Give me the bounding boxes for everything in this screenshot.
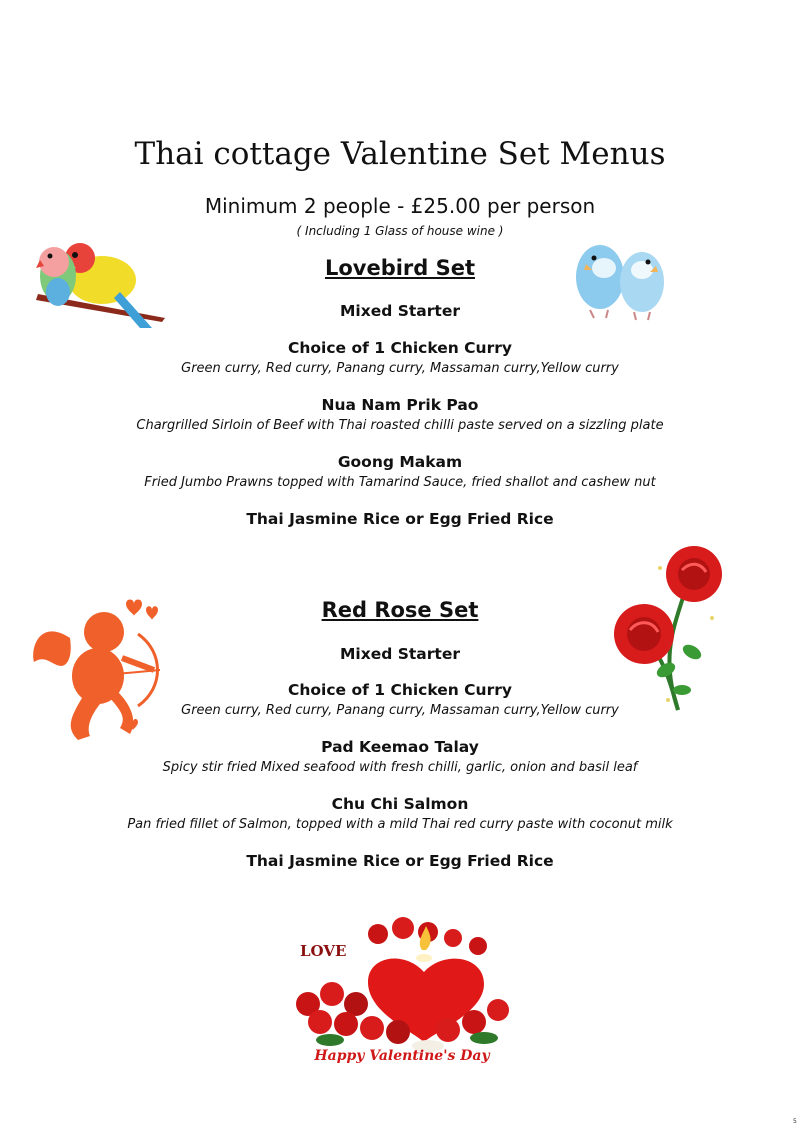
course-chicken-curry: Choice of 1 Chicken Curry [288, 339, 512, 357]
course-desc: Spicy stir fried Mixed seafood with fresh chilli, garlic, onion and basil leaf [162, 760, 638, 775]
lovebirds-colorful-icon [30, 228, 170, 336]
page-title: Thai cottage Valentine Set Menus [134, 136, 666, 172]
course-mixed-starter: Mixed Starter [340, 645, 460, 663]
course-desc: Fried Jumbo Prawns topped with Tamarind Sauce, fried shallot and cashew nut [144, 475, 656, 490]
course-rice: Thai Jasmine Rice or Egg Fried Rice [246, 852, 554, 870]
course-desc: Green curry, Red curry, Panang curry, Massaman curry,Yellow curry [181, 361, 619, 376]
course-goong-makam: Goong Makam [337, 453, 463, 471]
course-chicken-curry: Choice of 1 Chicken Curry [288, 681, 512, 699]
course-desc: Pan fried fillet of Salmon, topped with a mild Thai red curry paste with coconut milk [127, 817, 673, 832]
course-desc: Green curry, Red curry, Panang curry, Massaman curry,Yellow curry [181, 703, 619, 718]
course-pad-keemao-talay: Pad Keemao Talay [321, 738, 479, 756]
course-nua-nam-prik-pao: Nua Nam Prik Pao [321, 396, 479, 414]
course-mixed-starter: Mixed Starter [340, 302, 460, 320]
corner-mark: 5 [793, 1118, 797, 1125]
set-title-lovebird: Lovebird Set [324, 256, 476, 280]
wine-note: ( Including 1 Glass of house wine ) [296, 224, 504, 238]
course-chu-chi-salmon: Chu Chi Salmon [331, 795, 469, 813]
set-title-red-rose: Red Rose Set [321, 598, 479, 622]
course-desc: Chargrilled Sirloin of Beef with Thai roasted chilli paste served on a sizzling plate [136, 418, 664, 433]
love-heart-candle-icon [288, 912, 516, 1072]
valentines-greeting: Happy Valentine's Day [314, 1048, 490, 1064]
course-rice: Thai Jasmine Rice or Egg Fried Rice [246, 510, 554, 528]
cupid-icon [30, 588, 165, 748]
love-text: LOVE [300, 942, 347, 960]
lovebirds-blue-icon [570, 232, 670, 322]
red-roses-icon [608, 540, 728, 720]
price-line: Minimum 2 people - £25.00 per person [204, 194, 596, 218]
